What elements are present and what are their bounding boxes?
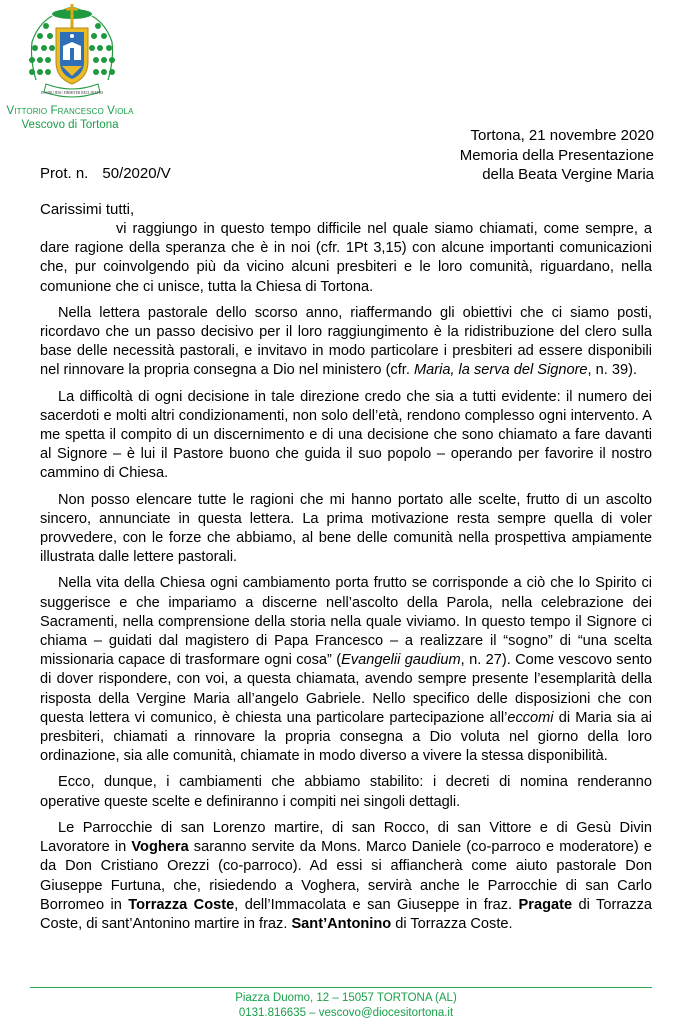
letter-body [40, 220, 652, 941]
paragraph-3: La difficoltà di ogni decisione in tale direzione credo che sia a tutti evidente: il numero dei sacerdoti e molti altri condizionamenti, non solo dell’età, rendono complesso ogni intervento. A me spetta il compito di un discernimento e di una decisione che sono chiamato a fare davanti al Signore – è lui il Pastore buono che guida il suo popolo – operando per favorire il nostro cammino di Chiesa. [40, 388, 652, 482]
bishop-signature-block [0, 104, 140, 132]
protocol-number [40, 164, 171, 183]
paragraph-4: Non posso elencare tutte le ragioni che mi hanno portato alle scelte, frutto di un ascolto sincero, annunciate in questa lettera. La prima motivazione resta sempre quella di voler provvedere, con le forze che abbiamo, al bene delle comunità nella prospettiva ampiamente illustrata dalle lettere pastorali. [40, 491, 652, 566]
date-line: Tortona, 21 novembre 2020 [470, 127, 654, 144]
footer-address: Piazza Duomo, 12 – 15057 TORTONA (AL) [235, 992, 457, 1004]
paragraph-2: Nella lettera pastorale dello scorso anno, riaffermando gli obiettivi che ci siamo posti, ricordavo che un passo decisivo per il loro raggiungimento è la ridistribuzione del clero sulla base delle necessità pastorali, e invitavo in modo particolare i presbiteri ad essere disponibili nel rinnovare la propria consegna a Dio nel ministero (cfr. Maria, la serva del Signore, n. 39). [40, 304, 652, 379]
protocol-label: Prot. n. [40, 165, 89, 182]
paragraph-1: vi raggiungo in questo tempo difficile nel quale siamo chiamati, come sempre, a dare ragione della speranza che è in noi (cfr. 1Pt 3,15) con alcune importanti comunicazioni che, pur coinvolgendo più da vicino alcuni presbiteri e le loro comunità, riguardano, nella comunione che ci unisce, tutta la Chiesa di Tortona. [40, 221, 652, 295]
paragraph-5: Nella vita della Chiesa ogni cambiamento porta frutto se corrisponde a ciò che lo Spirito ci suggerisce e che impariamo a discerne nell’ascolto della Parola, nella celebrazione dei Sacramenti, nella comprensione della storia nella quale viviamo. In questo tempo il Signore ci chiama – guidati dal magistero di Papa Francesco – a realizzare il “sogno” di “una scelta missionaria capace di trasformare ogni cosa” (Evangelii gaudium, n. 27). Come vescovo sento di dover rispondere, con voi, a questa chiamata, avendo sempre presente l’esemplarità della risposta della Vergine Maria all’angelo Gabriele. Nello specifico delle disposizioni che con questa lettera vi comunico, è chiesta una particolare partecipazione all’eccomi di Maria sia ai presbiteri, chiamati a rinnovare la propria consegna a Dio voluta nel giorno della loro ordinazione, sia alle comunità, chiamate in modo diverso a vivere la stessa disponibilità. [40, 575, 652, 765]
paragraph-7: Le Parrocchie di san Lorenzo martire, di san Rocco, di san Vittore e di Gesù Divin Lavoratore in Voghera saranno servite da Mons. Marco Daniele (co-parroco e moderatore) e da Don Cristiano Orezzi (co-parroco). Ad essi si affiancherà come aiuto pastorale Don Giuseppe Furtuna, che, risiedendo a Voghera, servirà anche le Parrocchie di san Carlo Borromeo in Torrazza Coste, dell’Immacolata e san Giuseppe in fraz. Pragate di Torrazza Coste, di sant’Antonino martire in fraz. Sant’Antonino di Torrazza Coste. [40, 819, 653, 932]
protocol-value: 50/2020/V [102, 165, 171, 182]
coat-of-arms-motto: IN SINU IESU FIRMITER RECLINATUS [40, 91, 104, 95]
memorial-line: Memoria della Presentazione [459, 146, 654, 164]
footer-divider [30, 987, 652, 988]
bishop-name: Vittorio Francesco Viola [6, 105, 134, 117]
bishop-title: Vescovo di Tortona [21, 119, 119, 131]
salutation: Carissimi tutti, [40, 201, 135, 218]
episcopal-coat-of-arms [22, 2, 122, 104]
paragraph-6: Ecco, dunque, i cambiamenti che abbiamo stabilito: i decreti di nomina renderanno operative queste scelte e definiranno i compiti nei singoli dettagli. [40, 774, 652, 810]
footer [0, 991, 692, 1021]
date-block [460, 126, 654, 185]
footer-contacts[interactable]: 0131.816635 – vescovo@diocesitortona.it [238, 1007, 454, 1019]
memorial-line-2: della Beata Vergine Maria [482, 166, 654, 183]
